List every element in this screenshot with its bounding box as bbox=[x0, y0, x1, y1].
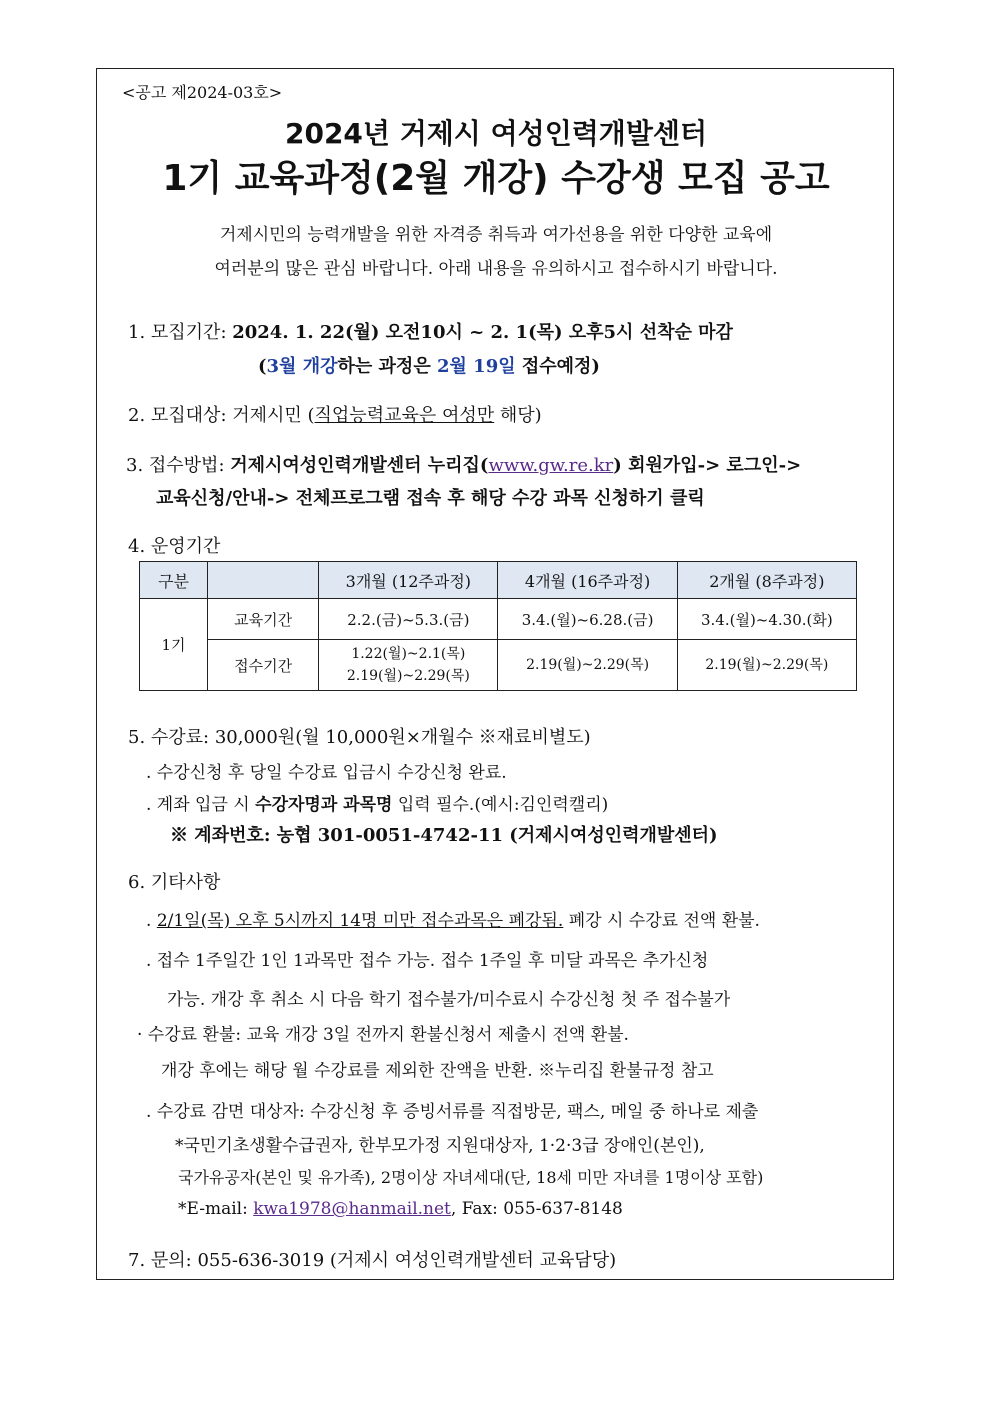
table-row bbox=[140, 640, 857, 691]
section-1-value: 2024. 1. 22(월) 오전10시 ~ 2. 1(목) 오후5시 선착순 마감 bbox=[232, 322, 733, 343]
section-6-line-5: 개강 후에는 해당 월 수강료를 제외한 잔액을 반환. ※누리집 환불규정 참고 bbox=[161, 1061, 714, 1081]
l1-a: . bbox=[146, 911, 157, 931]
section-2-underlined: 직업능력교육은 여성만 bbox=[314, 405, 495, 426]
cell: 2.2.(금)~5.3.(금) bbox=[319, 599, 498, 640]
schedule-table bbox=[139, 561, 857, 691]
fax: , Fax: 055-637-8148 bbox=[450, 1199, 623, 1219]
section-3-bold: 거제시여성인력개발센터 누리집( bbox=[230, 455, 489, 476]
section-2-label: 2. 모집대상: 거제시민 ( bbox=[128, 405, 315, 426]
section-3-label: 3. 접수방법: bbox=[126, 455, 231, 476]
intro-line-1: 거제시민의 능력개발을 위한 자격증 취득과 여가선용을 위한 다양한 교육에 bbox=[219, 225, 773, 245]
section-6-line-4: · 수강료 환불: 교육 개강 3일 전까지 환불신청서 제출시 전액 환불. bbox=[137, 1025, 629, 1045]
header-2-months: 2개월 (8주과정) bbox=[677, 562, 856, 599]
section-recruit-target bbox=[128, 401, 542, 427]
table-row bbox=[140, 599, 857, 640]
note-open: ( bbox=[258, 356, 267, 377]
l1-underlined: 2/1일(목) 오후 5시까지 14명 미만 접수과목은 폐강됨. bbox=[156, 911, 564, 931]
cell: 3.4.(월)~4.30.(화) bbox=[677, 599, 856, 640]
cell bbox=[319, 640, 498, 691]
section-3-line-2: 교육신청/안내-> 전체프로그램 접속 후 해당 수강 과목 신청하기 클릭 bbox=[156, 488, 705, 509]
intro-line-2: 여러분의 많은 관심 바랍니다. 아래 내용을 유의하시고 접수하시기 바랍니다. bbox=[214, 259, 778, 279]
title-line-2: 1기 교육과정(2월 개강) 수강생 모집 공고 bbox=[162, 158, 830, 199]
section-5-label: 5. 수강료: 30,000원(월 10,000원×개월수 ※재료비별도) bbox=[128, 727, 591, 748]
section-5-line-2 bbox=[146, 790, 608, 815]
section-apply-method bbox=[126, 451, 801, 477]
website-link[interactable]: www.gw.re.kr bbox=[488, 455, 614, 476]
section-6-line-7: *국민기초생활수급권자, 한부모가정 지원대상자, 1·2·3급 장애인(본인), bbox=[175, 1136, 705, 1156]
line2-bold: 수강자명과 과목명 bbox=[255, 795, 393, 815]
section-6-line-2: . 접수 1주일간 1인 1과목만 접수 가능. 접수 1주일 후 미달 과목은 추가신청 bbox=[146, 951, 709, 971]
email-label: *E-mail: bbox=[178, 1199, 254, 1219]
cell-line: 2.19(월)~2.29(목) bbox=[346, 668, 470, 684]
section-2-end: 해당) bbox=[494, 405, 542, 426]
l1-b: 폐강 시 수강료 전액 환불. bbox=[563, 911, 760, 931]
note-end: 접수예정) bbox=[515, 356, 600, 377]
email-link[interactable]: kwa1978@hanmail.net bbox=[253, 1199, 451, 1219]
section-6-label: 6. 기타사항 bbox=[128, 872, 221, 893]
notice-number: <공고 제2024-03호> bbox=[122, 83, 283, 102]
header-blank bbox=[208, 562, 319, 599]
row-label-education: 교육기간 bbox=[208, 599, 319, 640]
header-3-months: 3개월 (12주과정) bbox=[319, 562, 498, 599]
section-6-line-6: . 수강료 감면 대상자: 수강신청 후 증빙서류를 직접방문, 팩스, 메일 중 하나로 제출 bbox=[146, 1102, 759, 1122]
section-6-line-9 bbox=[178, 1199, 623, 1219]
section-6-line-8: 국가유공자(본인 및 유가족), 2명이상 자녀세대(단, 18세 미만 자녀를 1명이상 포함) bbox=[178, 1168, 764, 1187]
section-recruit-period bbox=[128, 318, 733, 344]
section-6-line-3: 가능. 개강 후 취소 시 다음 학기 접수불가/미수료시 수강신청 첫 주 접수불가 bbox=[167, 990, 731, 1010]
section-1-note bbox=[258, 352, 600, 378]
cell: 3.4.(월)~6.28.(금) bbox=[498, 599, 677, 640]
account-number: ※ 계좌번호: 농협 301-0051-4742-11 (거제시여성인력개발센터) bbox=[170, 825, 718, 846]
line2-b: 입력 필수.(예시:김인력캘리) bbox=[392, 795, 609, 815]
table-header-row bbox=[140, 562, 857, 599]
cell-line: 1.22(월)~2.1(목) bbox=[351, 646, 466, 662]
note-mid: 하는 과정은 bbox=[337, 356, 437, 377]
section-5-line-1: . 수강신청 후 당일 수강료 입금시 수강신청 완료. bbox=[146, 763, 507, 783]
section-3-line1-end: ) 회원가입-> 로그인-> bbox=[613, 455, 802, 476]
line2-a: . 계좌 입금 시 bbox=[146, 795, 256, 815]
section-1-label: 1. 모집기간: bbox=[128, 322, 233, 343]
section-4-label: 4. 운영기간 bbox=[128, 536, 221, 557]
header-4-months: 4개월 (16주과정) bbox=[498, 562, 677, 599]
header-category: 구분 bbox=[140, 562, 208, 599]
term-cell: 1기 bbox=[140, 599, 208, 691]
cell: 2.19(월)~2.29(목) bbox=[677, 640, 856, 691]
note-feb-19: 2월 19일 bbox=[436, 356, 516, 377]
note-march-open: 3월 개강 bbox=[266, 356, 338, 377]
section-7-contact: 7. 문의: 055-636-3019 (거제시 여성인력개발센터 교육담당) bbox=[128, 1250, 617, 1271]
cell: 2.19(월)~2.29(목) bbox=[498, 640, 677, 691]
section-6-line-1 bbox=[146, 906, 760, 931]
row-label-registration: 접수기간 bbox=[208, 640, 319, 691]
title-line-1: 2024년 거제시 여성인력개발센터 bbox=[284, 117, 707, 150]
